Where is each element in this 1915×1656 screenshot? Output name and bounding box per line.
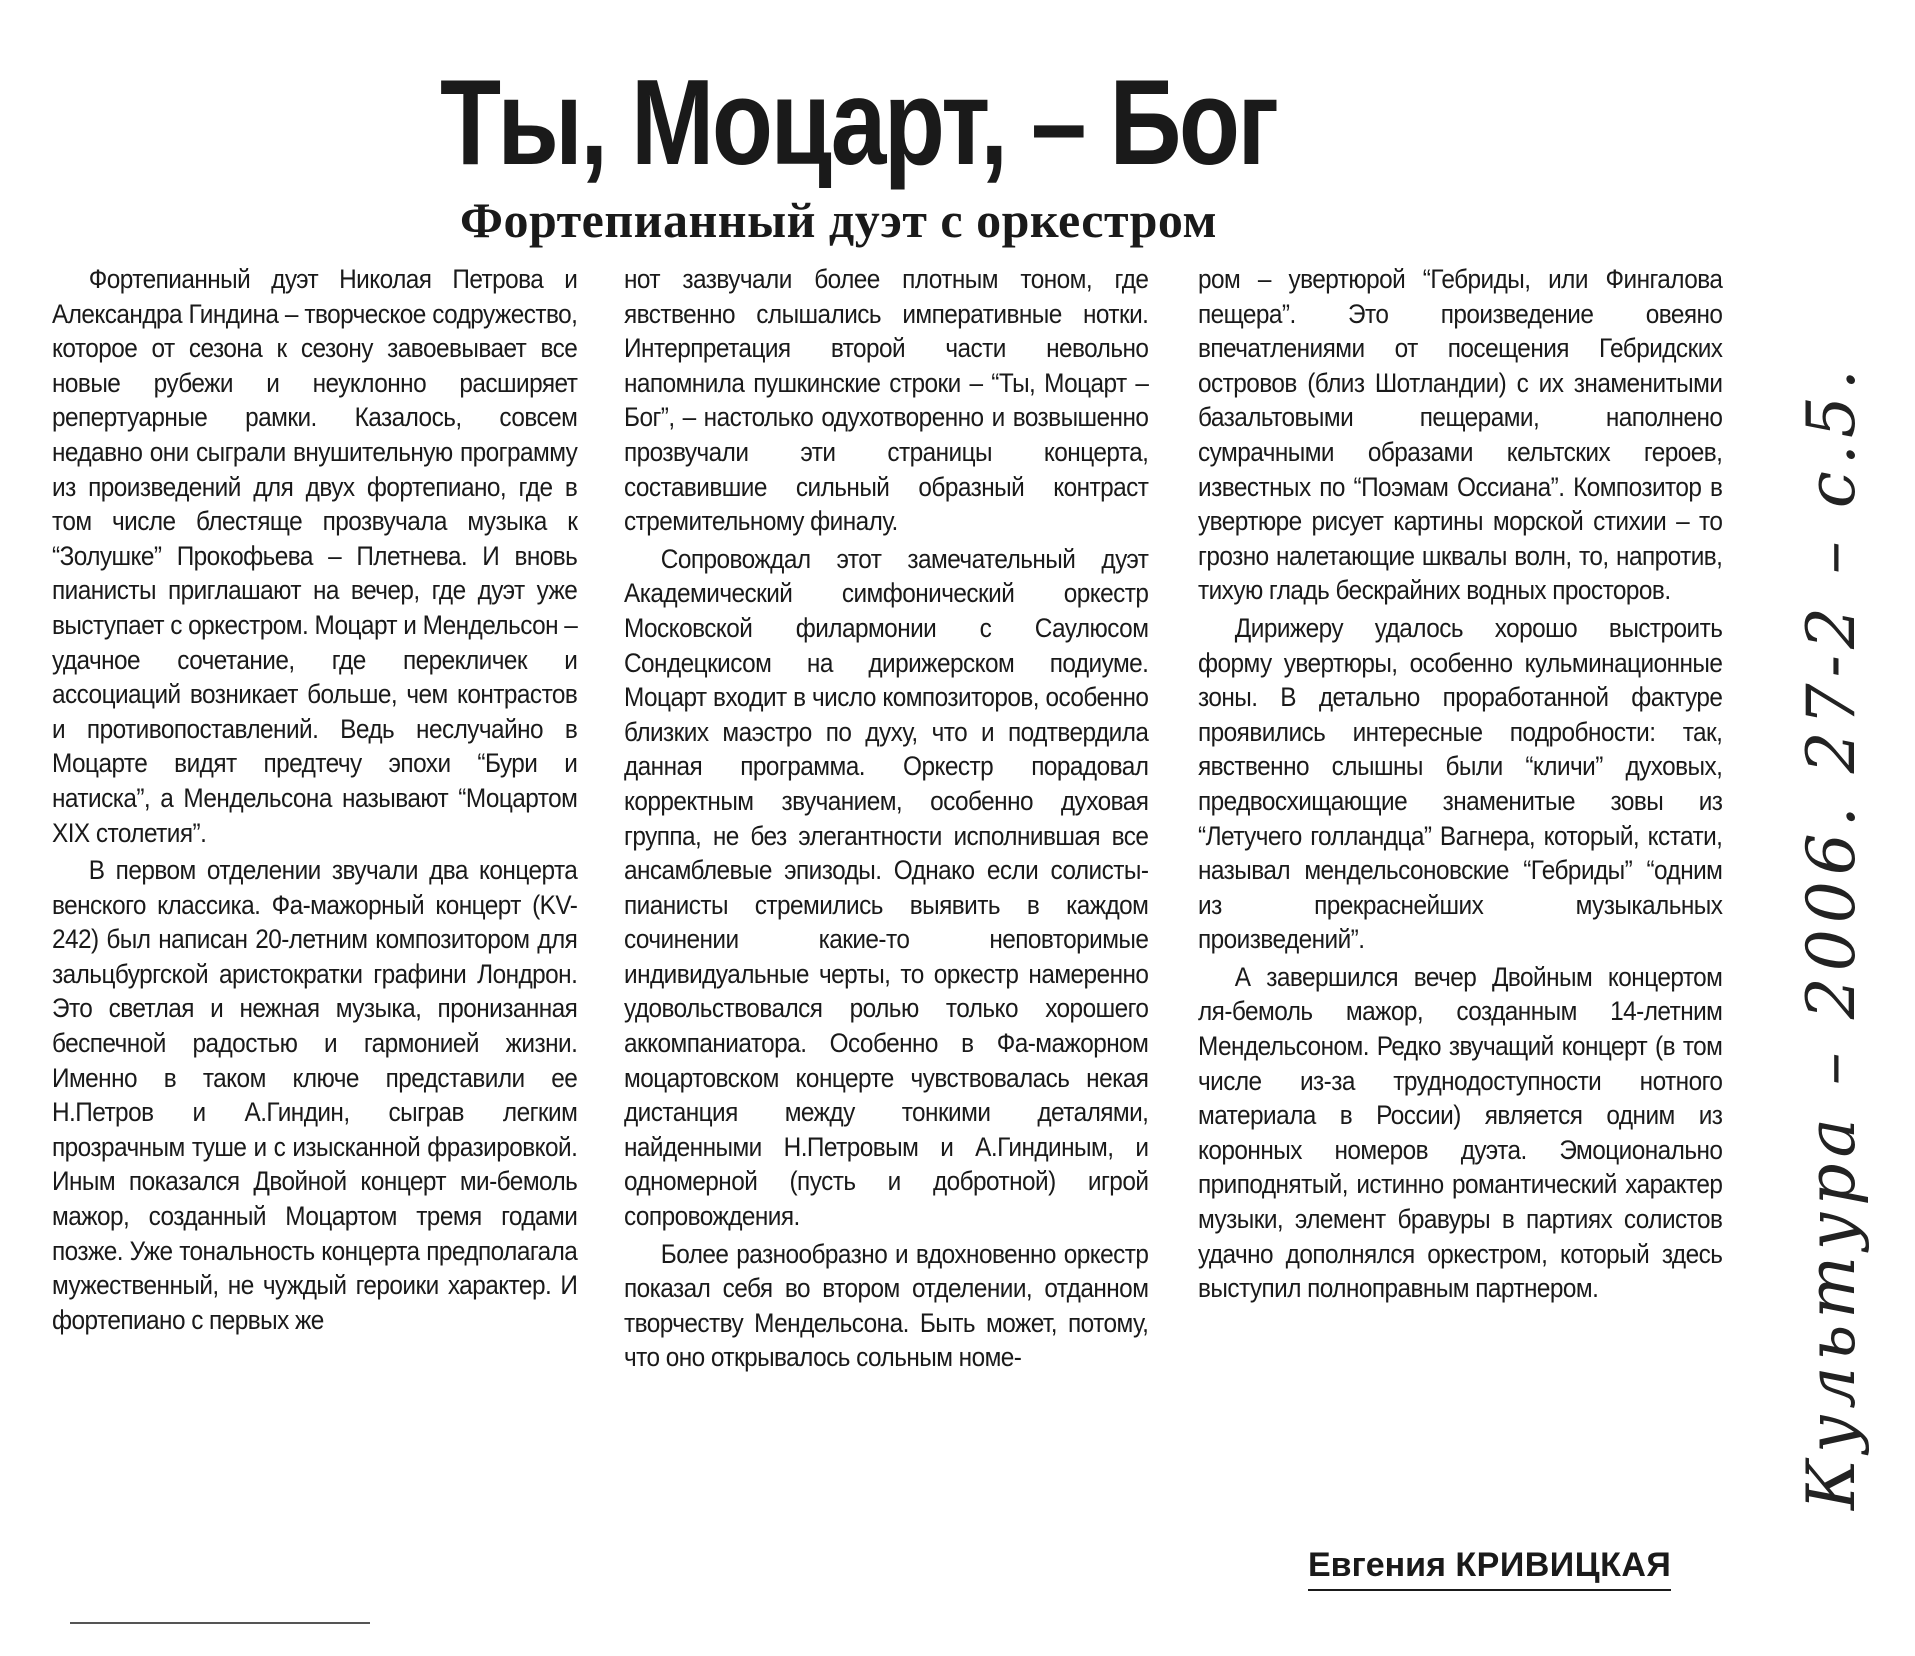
article-headline: Ты, Моцарт, – Бог — [440, 54, 1277, 190]
paragraph: А завершился вечер Двойным концертом ля-бемоль мажор, созданным 14-летним Мендельсоном. Редко звучащий концерт (в том числе из-за труднодоступности нотного материала в России) является одним из коронных номеров дуэта. Эмоционально приподнятый, истинно романтический характер музыки, элемент бравуры в партиях солистов удачно дополнялся оркестром, который здесь выступил полноправным партнером. — [1198, 961, 1723, 1304]
author-first-name: Евгения — [1308, 1546, 1446, 1584]
paragraph: Более разнообразно и вдохновенно оркестр показал себя во втором отделении, отданном творчеству Мендельсона. Быть может, потому, что оно открывалось сольным номе- — [624, 1238, 1149, 1373]
article-column-2 — [624, 262, 1148, 1378]
article-byline — [1308, 1545, 1671, 1591]
paragraph: В первом отделении звучали два концерта венского классика. Фа-мажорный концерт (KV-242) был написан 20-летним композитором для зальцбургской аристократки графини Лондрон. Это светлая и нежная музыка, пронизанная беспечной радостью и гармонией жизни. Именно в таком ключе представили ее Н.Петров и А.Гиндин, сыграв легким прозрачным туше и с изысканной фразировкой. Иным показался Двойной концерт ми-бемоль мажор, созданный Моцартом тремя годами позже. Уже тональность концерта предполагала мужественный, не чуждый героики характер. И фортепиано с первых же — [52, 855, 578, 1335]
paragraph: нот зазвучали более плотным тоном, где явственно слышались императивные нотки. Интерпретация второй части невольно напомнила пушкинские строки – “Ты, Моцарт – Бог”, – настолько одухотворенно и возвышенно прозвучали эти страницы концерта, составившие сильный образный контраст стремительному финалу. — [624, 264, 1149, 537]
handwritten-margin-note: Культура – 2006. 27-2 – с.5. — [1793, 363, 1870, 1510]
paragraph: Дирижеру удалось хорошо выстроить форму увертюры, особенно кульминационные зоны. В детально проработанной фактуре проявились интересные подробности: так, явственно слышны были “кличи” духовых, предвосхищающие знаменитые зовы из “Летучего голландца” Вагнера, который, кстати, называл мендельсоновские “Гебриды” “одним из прекраснейших музыкальных произведений”. — [1198, 612, 1723, 955]
author-last-name: КРИВИЦКАЯ — [1455, 1546, 1672, 1584]
article-column-3 — [1198, 262, 1722, 1309]
paragraph: Сопровождал этот замечательный дуэт Академический симфонический оркестр Московской филармонии с Саулюсом Сондецкисом на дирижерском подиуме. Моцарт входит в число композиторов, особенно близких маэстро по духу, что и подтвердила данная программа. Оркестр порадовал корректным звучанием, особенно духовая группа, не без элегантности исполнившая все ансамблевые эпизоды. Однако если солисты-пианисты стремились выявить в каждом сочинении какие-то неповторимые индивидуальные черты, то оркестр намеренно удовольствовался ролью только хорошего аккомпаниатора. Особенно в Фа-мажорном моцартовском концерте чувствовалась некая дистанция между тонкими деталями, найденными Н.Петровым и А.Гиндиным, и одномерной (пусть и добротной) игрой сопровождения. — [624, 543, 1149, 1232]
paragraph: ром – увертюрой “Гебриды, или Фингалова пещера”. Это произведение овеяно впечатлениями от посещения Гебридских островов (близ Шотландии) с их знаменитыми базальтовыми пещерами, наполнено сумрачными образами кельтских героев, известных по “Поэмам Оссиана”. Композитор в увертюре рисует картины морской стихии – то грозно налетающие шквалы волн, то, напротив, тихую гладь бескрайних водных просторов. — [1198, 264, 1723, 606]
article-subheadline: Фортепианный дуэт с оркестром — [460, 192, 1218, 248]
paragraph: Фортепианный дуэт Николая Петрова и Александра Гиндина – творческое содружество, которое от сезона к сезону завоевывает все новые рубежи и неуклонно расширяет репертуарные рамки. Казалось, совсем недавно они сыграли внушительную программу из произведений для двух фортепиано, где в том числе блестяще прозвучала музыка к “Золушке” Прокофьева – Плетнева. И вновь пианисты приглашают на вечер, где дуэт уже выступает с оркестром. Моцарт и Мендельсон – удачное сочетание, где перекличек и ассоциаций возникает больше, чем контрастов и противопоставлений. Ведь неслучайно в Моцарте видят предтечу эпохи “Бури и натиска”, а Мендельсона называют “Моцартом XIX столетия”. — [52, 264, 578, 848]
bottom-rule — [70, 1622, 370, 1624]
article-column-1 — [52, 262, 577, 1340]
